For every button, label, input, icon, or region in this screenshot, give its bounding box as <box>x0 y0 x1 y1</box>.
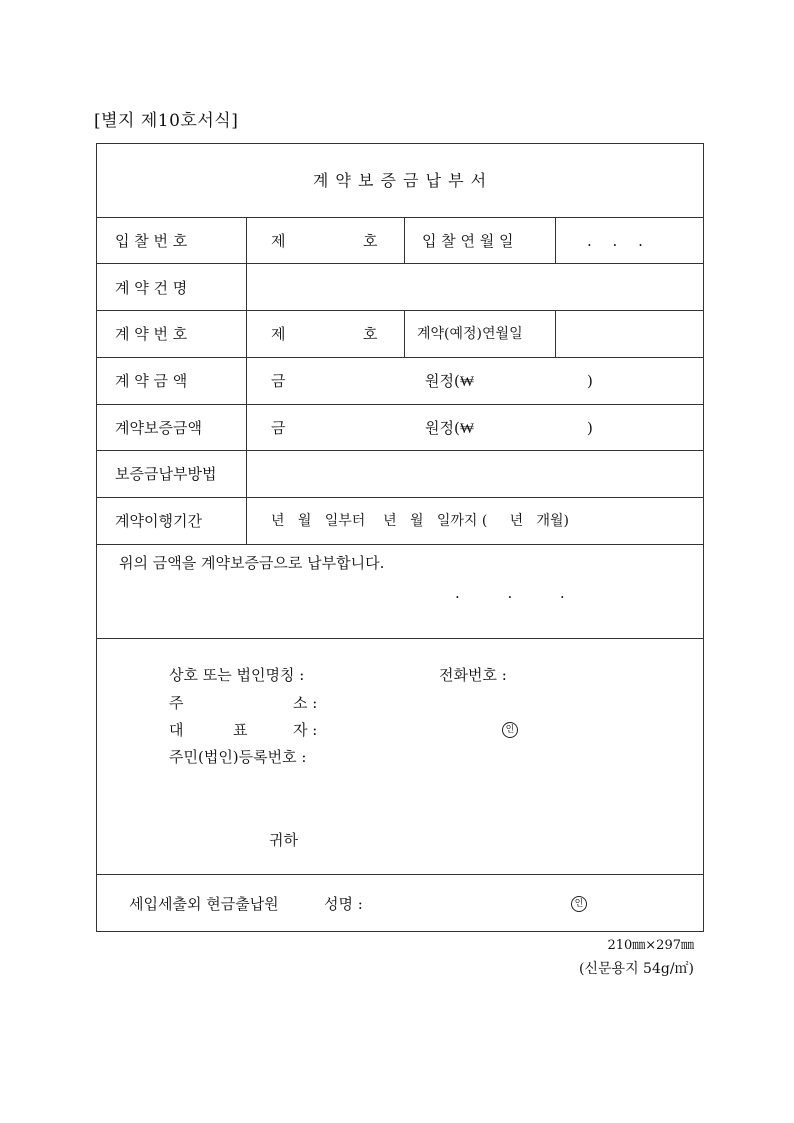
contract-amount-won: 원정(₩ <box>425 372 474 390</box>
contract-name-label: 계 약 건 명 <box>115 279 188 297</box>
column-divider <box>246 217 247 544</box>
divider <box>97 263 703 264</box>
divider <box>97 544 703 545</box>
contract-date-label: 계약(예정)연월일 <box>417 326 523 342</box>
representative-label-1: 대 <box>169 721 184 739</box>
form-title: 계 약 보 증 금 납 부 서 <box>312 171 488 190</box>
form-number-label: [별지 제10호서식] <box>94 111 239 131</box>
contract-number-prefix: 제 <box>271 325 286 343</box>
divider <box>97 357 703 358</box>
contract-number-suffix: 호 <box>363 325 378 343</box>
statement-date: . . . <box>455 584 565 602</box>
payment-statement: 위의 금액을 계약보증금으로 납부합니다. <box>119 554 385 572</box>
bid-date-label: 입 찰 연 월 일 <box>422 232 514 250</box>
registration-number-label: 주민(법인)등록번호 : <box>169 748 307 766</box>
divider <box>97 450 703 451</box>
paper-size: 210㎜×297㎜ <box>607 938 694 953</box>
divider <box>97 497 703 498</box>
payment-method-label: 보증금납부방법 <box>115 465 217 483</box>
cashier-label: 세입세출외 현금출납원 <box>129 895 279 913</box>
seal-icon: 인 <box>502 722 518 738</box>
cashier-name-label: 성명 : <box>324 895 363 913</box>
addressee: 귀하 <box>269 831 298 849</box>
representative-label-2: 표 <box>233 721 248 739</box>
company-name-label: 상호 또는 법인명칭 : <box>169 666 305 684</box>
bid-number-prefix: 제 <box>271 232 286 250</box>
guarantee-payment-form <box>96 143 704 932</box>
address-label-2: 소 : <box>293 694 318 712</box>
column-divider <box>404 217 405 263</box>
bid-date-value: . . . <box>587 232 651 250</box>
representative-label-3: 자 : <box>293 721 318 739</box>
address-label-1: 주 <box>169 694 184 712</box>
guarantee-amount-prefix: 금 <box>271 419 286 437</box>
period-label: 계약이행기간 <box>115 512 202 530</box>
guarantee-amount-close: ) <box>587 419 593 437</box>
column-divider <box>404 310 405 357</box>
period-value: 년 월 일부터 년 월 일까지 ( 년 개월) <box>271 513 569 529</box>
column-divider <box>555 217 556 263</box>
contract-amount-prefix: 금 <box>271 372 286 390</box>
seal-icon: 인 <box>571 896 587 912</box>
column-divider <box>555 310 556 357</box>
contract-number-label: 계 약 번 호 <box>115 325 188 343</box>
paper-type: (신문용지 54g/㎡) <box>579 961 694 977</box>
divider <box>97 217 703 218</box>
divider <box>97 404 703 405</box>
guarantee-amount-label: 계약보증금액 <box>115 419 202 437</box>
divider <box>97 638 703 639</box>
bid-number-label: 입 찰 번 호 <box>115 232 188 250</box>
bid-number-suffix: 호 <box>363 232 378 250</box>
contract-amount-label: 계 약 금 액 <box>115 372 188 390</box>
contract-amount-close: ) <box>587 372 593 390</box>
divider <box>97 874 703 875</box>
guarantee-amount-won: 원정(₩ <box>425 419 474 437</box>
divider <box>97 310 703 311</box>
phone-label: 전화번호 : <box>439 666 507 684</box>
